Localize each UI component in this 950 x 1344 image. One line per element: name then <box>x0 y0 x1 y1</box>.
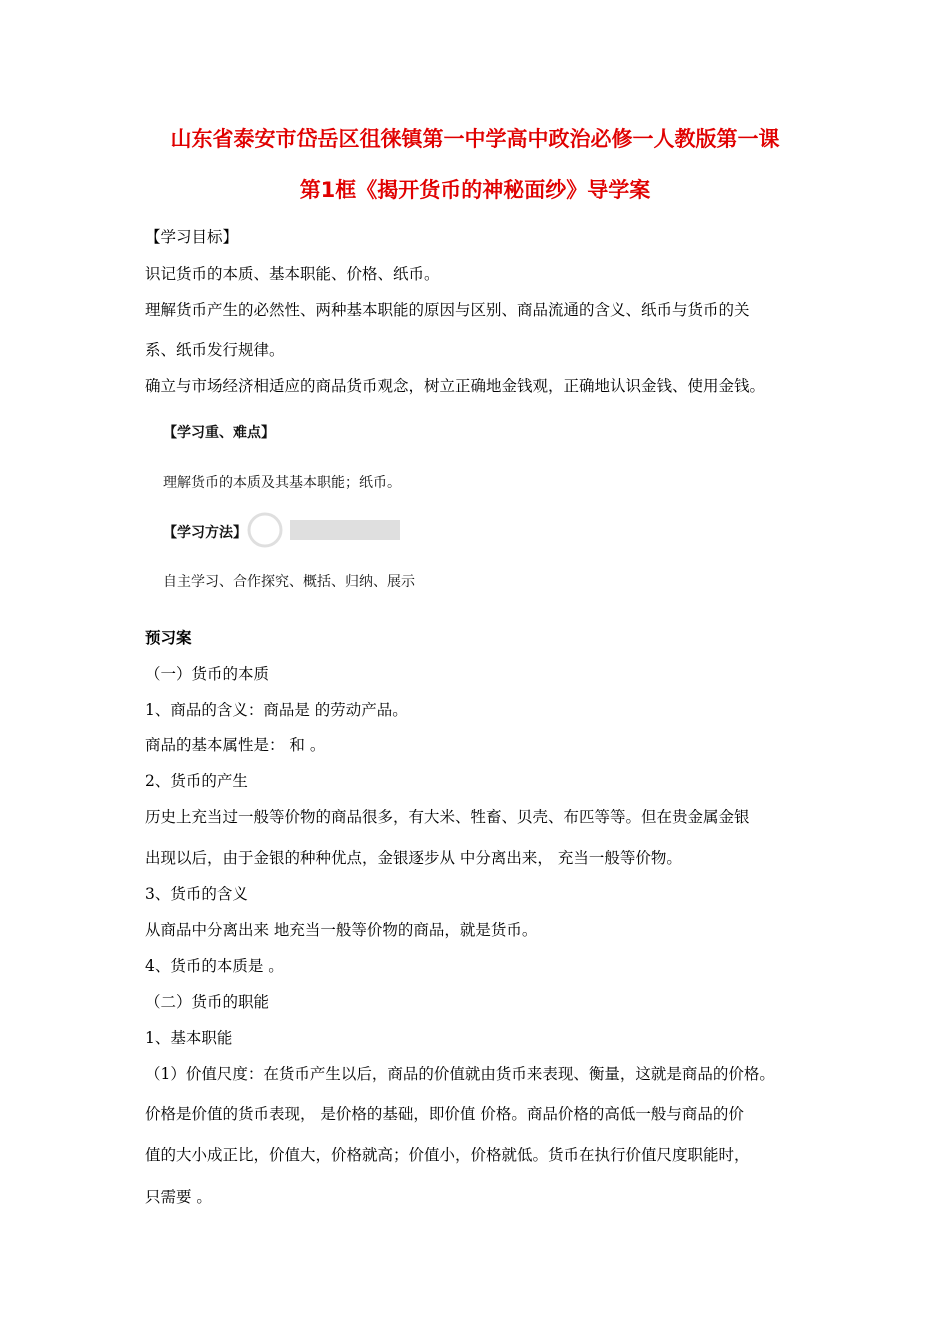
document-title-line-2: 第1框《揭开货币的神秘面纱》导学案 <box>299 178 651 202</box>
document-title-line-1: 山东省泰安市岱岳区徂徕镇第一中学高中政治必修一人教版第一课 <box>170 127 780 151</box>
preview-line: 出现以后，由于金银的种种优点，金银逐步从 中分离出来， 充当一般等价物。 <box>145 849 682 867</box>
focus-heading: 【学习重、难点】 <box>163 425 275 441</box>
preview-heading: 预习案 <box>145 629 192 647</box>
preview-line: （一）货币的本质 <box>145 665 270 683</box>
focus-text: 理解货币的本质及其基本职能；纸币。 <box>163 475 401 491</box>
objective-item: 系、纸币发行规律。 <box>145 341 285 359</box>
method-heading: 【学习方法】 <box>163 525 247 541</box>
preview-line: 1、基本职能 <box>145 1029 233 1047</box>
preview-line: 值的大小成正比，价值大，价格就高；价值小，价格就低。货币在执行价值尺度职能时， <box>145 1146 750 1164</box>
objectives-heading: 【学习目标】 <box>145 228 239 246</box>
preview-line: 商品的基本属性是： 和 。 <box>145 736 326 754</box>
preview-line: 1、商品的含义：商品是 的劳动产品。 <box>145 701 408 719</box>
objective-item: 确立与市场经济相适应的商品货币观念，树立正确地金钱观，正确地认识金钱、使用金钱。 <box>145 377 766 395</box>
preview-line: 4、货币的本质是 。 <box>145 957 284 975</box>
preview-line: 3、货币的含义 <box>145 885 248 903</box>
watermark-logo <box>245 505 415 555</box>
objective-item: 识记货币的本质、基本职能、价格、纸币。 <box>145 265 440 283</box>
method-text: 自主学习、合作探究、概括、归纳、展示 <box>163 574 415 590</box>
preview-line: 只需要 。 <box>145 1188 212 1206</box>
preview-line: （二）货币的职能 <box>145 993 270 1011</box>
preview-line: 2、货币的产生 <box>145 772 248 790</box>
preview-line: 历史上充当过一般等价物的商品很多，有大米、牲畜、贝壳、布匹等等。但在贵金属金银 <box>145 808 750 826</box>
objective-item: 理解货币产生的必然性、两种基本职能的原因与区别、商品流通的含义、纸币与货币的关 <box>145 301 750 319</box>
preview-line: 价格是价值的货币表现， 是价格的基础，即价值 价格。商品价格的高低一般与商品的价 <box>145 1105 744 1123</box>
preview-line: （1）价值尺度：在货币产生以后，商品的价值就由货币来表现、衡量，这就是商品的价格。 <box>145 1065 775 1083</box>
preview-line: 从商品中分离出来 地充当一般等价物的商品，就是货币。 <box>145 921 538 939</box>
